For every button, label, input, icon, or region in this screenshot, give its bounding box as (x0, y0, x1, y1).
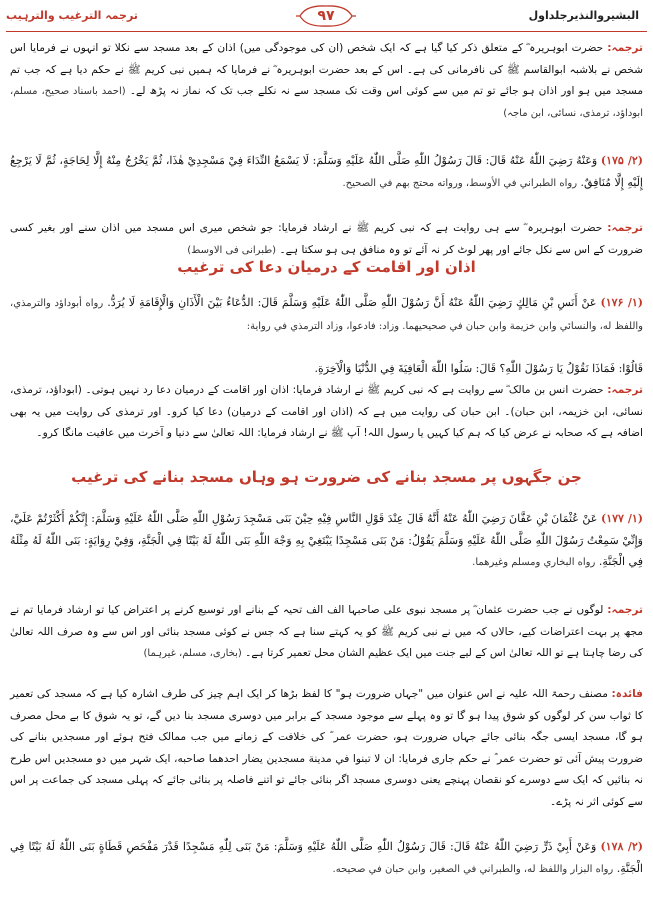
hadith-arabic-text: وَعَنْهُ رَضِيَ اللّٰهُ عَنْهُ قَالَ: قَالَ رَسُوْلُ اللّٰهِ صَلَّى اللّٰهُ عَلَيْهِ وَسَلَّمَ: لَا يَسْمَعُ النِّدَاءَ فِيْ مَسْجِدِيْ هٰذَا، ثُمَّ يَخْرُجُ مِنْهُ إِلَّا لِحَاجَةٍ، ثُمَّ لَا يَرْجِعُ إِلَيْهِ إِلَّا مُنَافِقٌ. (10, 154, 643, 189)
translation-label: ترجمہ: (607, 604, 643, 616)
translation-text: حضرت ابوہریرہ ؓ کے متعلق ذکر کیا گیا ہے کہ ایک شخص (ان کی موجودگی میں) اذان کے بعد مسجد سے نکلا تو انہوں نے فرمایا اس شخص نے بلاشبہ ابوالقاسم ﷺ کی نافرمانی کی ہے۔ اس کے بعد حضرت ابوہریرہ ؓ نے فرمایا کہ ہمیں نبی کریم ﷺ نے حکم دیا ہے کہ جب تم مسجد میں ہو اور اذان ہو جائے تو تم میں سے کوئی اس وقت تک مسجد سے نہ نکلے جب تک کہ نماز نہ پڑھ لے۔ (10, 42, 644, 97)
page-header (0, 0, 653, 34)
benefit-text: مصنف رحمۃ اللہ علیہ نے اس عنوان میں "جہاں ضرورت ہو" کا لفظ بڑھا کر ایک اہم چیز کی طرف اشارہ کیا ہے کہ مسجد کی تعمیر کا ثواب سن کر لوگوں کو شوق پیدا ہو گا تو وہ پہلے سے موجود مسجد کے برابر میں دوسری مسجد بنا دیں گے، تو یہ شوق کا بے محل مصرف ہو گا، مسجد ایسی جگہ بنائی جائے جہاں ضرورت ہو، حضرت عمر ؓ کی خلافت کے زمانے میں جب ممالک فتح ہوئے اور مسجدیں بنانے کی ضرورت پیش آئی تو حضرت عمر ؓ نے حکم جاری فرمایا: ان لا تبنوا في مدينة مسجدين يضار احدهما صاحبه، ایک شہر میں دو مسجدیں اس طرح نہ بنائیں کہ ایک سے دوسرے کو نقصان پہنچے یعنی دوسری مسجد اگر بنائی جائے تو اتنے فاصلہ پر بنائی جائے کہ پہلی مسجد کی جماعت پر اس سے کوئی اثر نہ پڑے۔ (10, 688, 643, 808)
header-left-title: ترجمہ الترغیب والترہیب (6, 9, 138, 22)
hadith-arabic-text: قَالُوْا: فَمَاذَا نَقُوْلُ يَا رَسُوْلَ اللّٰهِ؟ قَالَ: سَلُوا اللّٰهَ الْعَافِيَةَ فِي الدُّنْيَا وَالْآخِرَةِ. (314, 362, 643, 375)
hadith-number: (۲/ ۱۷۵) (600, 154, 643, 167)
translation-paragraph (10, 380, 643, 445)
header-divider (6, 31, 647, 32)
hadith-source: رواه البخاري ومسلم وغيرهما. (472, 557, 596, 568)
translation-text: لوگوں نے جب حضرت عثمان ؓ پر مسجد نبوی علی صاحبہا الف الف تحیہ کے بنانے اور توسیع کرنے پر اعتراض کیا تو ارشاد فرمایا تم نے مجھ پر بہت اعتراضات کیے، حالاں کہ میں نے نبی کریم ﷺ کو یہ کہتے سنا ہے کہ جس نے کوئی مسجد بنائی اور اس سے وہ صرف اللہ تعالیٰ کی رضا چاہتا ہے تو اللہ تعالیٰ اس کے لیے جنت میں ایک عظیم الشان محل تعمیر کرتا ہے۔ (10, 604, 643, 659)
hadith-arabic-text: وَعَنْ أَبِيْ ذَرٍّ رَضِيَ اللّٰهُ عَنْهُ قَالَ: قَالَ رَسُوْلُ اللّٰهِ صَلَّى اللّٰهُ عَلَيْهِ وَسَلَّمَ: مَنْ بَنَى لِلّٰهِ مَسْجِدًا قَدْرَ مَفْحَصِ قَطَاةٍ بَنَى اللّٰهُ لَهُ بَيْتًا فِي الْجَنَّةِ. (10, 840, 643, 875)
hadith-number: (۱/ ۱۷۷) (600, 512, 643, 525)
translation-paragraph (10, 218, 643, 261)
hadith-paragraph (10, 150, 643, 194)
hadith-arabic-text: عَنْ عُثْمَانَ بْنِ عَفَّانَ رَضِيَ اللّٰهُ عَنْهُ أَنَّهُ قَالَ عِنْدَ قَوْلِ النَّاسِ فِيْهِ حِيْنَ بَنَى مَسْجِدَ رَسُوْلِ اللّٰهِ صَلَّى اللّٰهُ عَلَيْهِ وَسَلَّمَ: إِنَّكُمْ أَكْثَرْتُمْ عَلَيَّ، وَإِنِّيْ سَمِعْتُ رَسُوْلَ اللّٰهِ صَلَّى اللّٰهُ عَلَيْهِ وَسَلَّمَ يَقُوْلُ: مَنْ بَنَى مَسْجِدًا يَبْتَغِيْ بِهِ وَجْهَ اللّٰهِ بَنَى اللّٰهُ لَهُ بَيْتًا فِي الْجَنَّةِ، وَفِيْ رِوَايَةٍ: بَنَى اللّٰهُ لَهُ مِثْلَهُ فِي الْجَنَّةِ. (10, 512, 643, 568)
hadith-paragraph (10, 358, 643, 380)
header-right-title: البشیروالنذیرجلداول (528, 9, 639, 22)
source-reference: (احمد باسناد صحیح، مسلم، ابوداؤد، ترمذی، نسائی، ابن ماجہ) (10, 86, 643, 119)
source-reference: (طبرانی فی الاوسط) (187, 244, 277, 256)
hadith-source: رواه البزار واللفظ له، والطبراني في الصغير، وابن حبان في صحيحه. (332, 863, 614, 875)
translation-text: حضرت انس بن مالک ؓ سے روایت ہے کہ نبی کریم ﷺ نے ارشاد فرمایا: اذان اور اقامت کے درمیان دعا رد نہیں ہوتی۔ (ابوداؤد، ترمذی، نسائی، ابن خزیمہ، ابن حبان)۔ ابن حبان کی روایت میں ہے کہ (اذان اور اقامت کے درمیان) دعا کیا کرو۔ اور ترمذی کی روایت میں یہ بھی اضافہ ہے کہ صحابہ نے عرض کیا کہ ہم کیا کہیں یا رسول اللہ! آپ ﷺ نے ارشاد فرمایا: اللہ تعالیٰ سے دنیا و آخرت میں عافیت مانگا کرو۔ (10, 384, 643, 439)
translation-text: حضرت ابوہریرہ ؓ سے ہی روایت ہے کہ نبی کریم ﷺ نے ارشاد فرمایا: جو شخص میری اس مسجد میں اذان سنے اور بغیر کسی ضرورت کے اس سے نکل جائے اور پھر لوٹ کر نہ آئے تو وہ منافق ہی ہو سکتا ہے۔ (10, 222, 643, 256)
translation-paragraph (10, 38, 643, 124)
hadith-paragraph (10, 292, 643, 337)
hadith-paragraph (10, 508, 643, 574)
translation-label: ترجمہ: (607, 42, 643, 54)
section-heading: اذان اور اقامت کے درمیان دعا کی ترغیب (177, 258, 476, 276)
page-number: ۹۷ (317, 8, 335, 24)
hadith-paragraph (10, 836, 643, 880)
hadith-number: (۱/ ۱۷۶) (600, 296, 643, 309)
translation-paragraph (10, 600, 643, 665)
translation-label: ترجمہ: (607, 222, 643, 234)
translation-label: ترجمہ: (607, 384, 643, 396)
hadith-source: رواه الطبراني في الأوسط، ورواته محتج بهم في الصحيح. (342, 177, 578, 189)
section-heading: جن جگہوں پر مسجد بنانے کی ضرورت ہو وہاں مسجد بنانے کی ترغیب (71, 468, 582, 486)
benefit-paragraph (10, 684, 643, 813)
benefit-label: فائدہ: (611, 688, 643, 700)
hadith-arabic-text: عَنْ أَنَسِ بْنِ مَالِكٍ رَضِيَ اللّٰهُ عَنْهُ أَنَّ رَسُوْلَ اللّٰهِ صَلَّى اللّٰهُ عَلَيْهِ وَسَلَّمَ قَالَ: الدُّعَاءُ بَيْنَ الْأَذَانِ وَالْإِقَامَةِ لَا يُرَدُّ. (107, 296, 597, 309)
hadith-number: (۲/ ۱۷۸) (600, 840, 643, 853)
source-reference: (بخاری، مسلم، غیرہما) (143, 648, 242, 659)
hadith-source: رواه أبوداؤد والترمذي، واللفظ له، والنسائي وابن خزيمة وابن حبان في صحيحيهما. وزاد: فادعوا، وزاد الترمذي في رواية: (10, 298, 643, 332)
page-number-ornament (296, 3, 356, 29)
